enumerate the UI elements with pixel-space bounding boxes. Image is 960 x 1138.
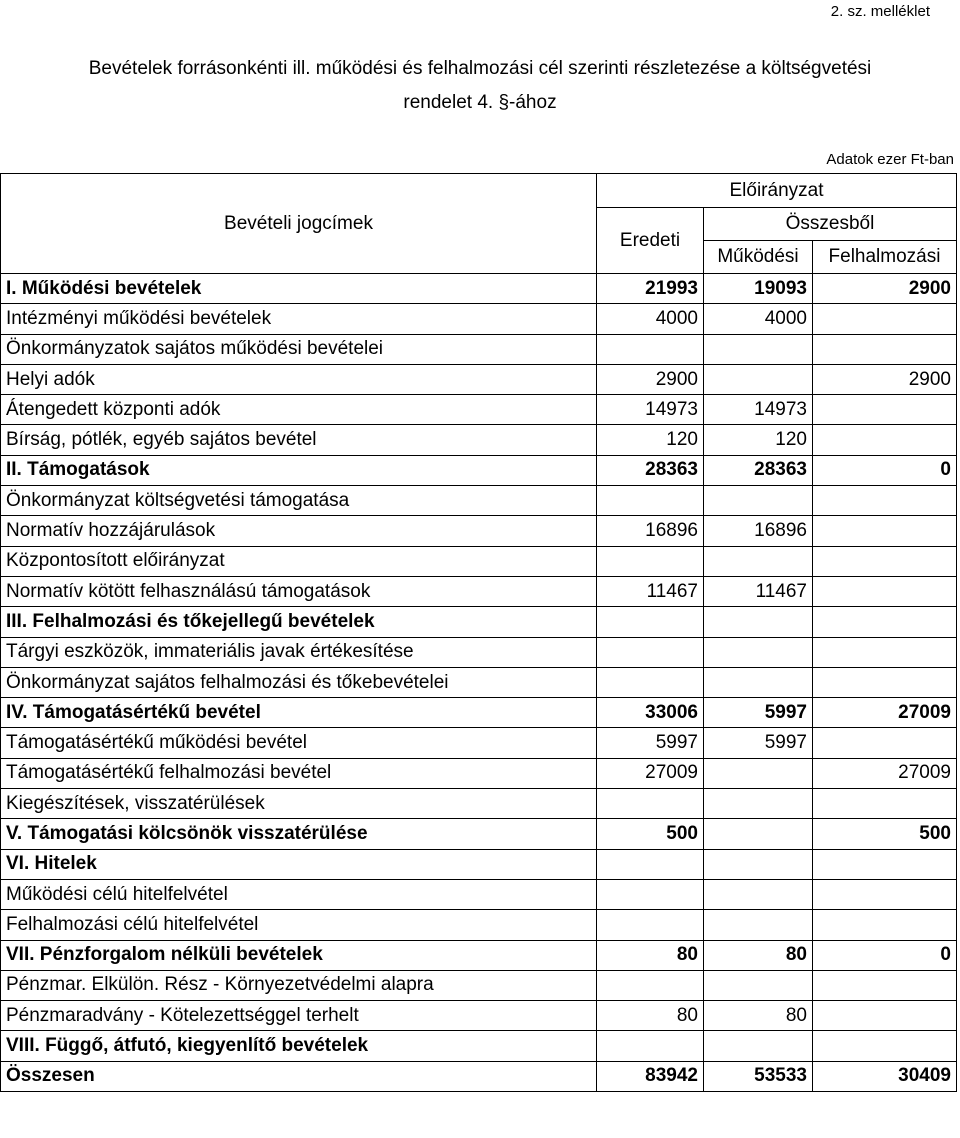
row-label: VIII. Függő, átfutó, kiegyenlítő bevételek — [1, 1031, 597, 1061]
cell-eredeti: 5997 — [597, 728, 704, 758]
cell-eredeti — [597, 334, 704, 364]
cell-mukodesi — [704, 910, 813, 940]
table-row — [1, 940, 957, 970]
cell-eredeti — [597, 789, 704, 819]
cell-mukodesi: 19093 — [704, 274, 813, 304]
cell-mukodesi — [704, 970, 813, 1000]
row-label: III. Felhalmozási és tőkejellegű bevételek — [1, 607, 597, 637]
table-row — [1, 516, 957, 546]
table-row — [1, 274, 957, 304]
title-line-2: rendelet 4. §-ához — [403, 92, 557, 113]
cell-felhalmozasi — [813, 334, 957, 364]
table-row — [1, 1031, 957, 1061]
header-accumulation: Felhalmozási — [813, 241, 957, 274]
cell-felhalmozasi — [813, 425, 957, 455]
cell-mukodesi — [704, 546, 813, 576]
table-row — [1, 849, 957, 879]
table-row — [1, 546, 957, 576]
cell-mukodesi: 16896 — [704, 516, 813, 546]
cell-mukodesi — [704, 849, 813, 879]
row-label: V. Támogatási kölcsönök visszatérülése — [1, 819, 597, 849]
cell-mukodesi — [704, 637, 813, 667]
document-title — [0, 52, 960, 120]
row-label: Átengedett központi adók — [1, 395, 597, 425]
row-label: VII. Pénzforgalom nélküli bevételek — [1, 940, 597, 970]
table-row — [1, 455, 957, 485]
table-row — [1, 334, 957, 364]
cell-mukodesi — [704, 364, 813, 394]
cell-felhalmozasi — [813, 728, 957, 758]
title-line-1: Bevételek forrásonkénti ill. működési és felhalmozási cél szerinti részletezése a költségvetési — [88, 58, 872, 79]
table-row — [1, 789, 957, 819]
header-original: Eredeti — [597, 208, 704, 274]
cell-eredeti: 16896 — [597, 516, 704, 546]
cell-felhalmozasi — [813, 970, 957, 1000]
table-row — [1, 698, 957, 728]
cell-mukodesi: 5997 — [704, 698, 813, 728]
cell-felhalmozasi — [813, 576, 957, 606]
cell-eredeti — [597, 879, 704, 909]
row-label: Normatív kötött felhasználású támogatások — [1, 576, 597, 606]
cell-felhalmozasi: 0 — [813, 940, 957, 970]
cell-felhalmozasi: 30409 — [813, 1061, 957, 1091]
table-row — [1, 970, 957, 1000]
header-appropriation: Előirányzat — [597, 174, 957, 208]
cell-mukodesi: 4000 — [704, 304, 813, 334]
cell-mukodesi: 28363 — [704, 455, 813, 485]
table-row — [1, 425, 957, 455]
cell-felhalmozasi — [813, 607, 957, 637]
row-label: I. Működési bevételek — [1, 274, 597, 304]
cell-eredeti — [597, 637, 704, 667]
cell-eredeti: 500 — [597, 819, 704, 849]
table-row — [1, 1001, 957, 1031]
table-row — [1, 758, 957, 788]
cell-felhalmozasi — [813, 879, 957, 909]
cell-felhalmozasi — [813, 789, 957, 819]
table-row — [1, 304, 957, 334]
cell-felhalmozasi — [813, 910, 957, 940]
row-label: Intézményi működési bevételek — [1, 304, 597, 334]
cell-eredeti — [597, 486, 704, 516]
cell-felhalmozasi: 27009 — [813, 698, 957, 728]
table-row — [1, 819, 957, 849]
cell-eredeti: 11467 — [597, 576, 704, 606]
annex-label: 2. sz. melléklet — [830, 3, 930, 20]
cell-eredeti — [597, 970, 704, 1000]
cell-mukodesi — [704, 607, 813, 637]
cell-eredeti: 28363 — [597, 455, 704, 485]
revenue-table — [0, 173, 957, 1092]
row-label: Pénzmaradvány - Kötelezettséggel terhelt — [1, 1001, 597, 1031]
cell-eredeti: 4000 — [597, 304, 704, 334]
table-row — [1, 728, 957, 758]
cell-eredeti — [597, 849, 704, 879]
cell-felhalmozasi — [813, 486, 957, 516]
row-label: Felhalmozási célú hitelfelvétel — [1, 910, 597, 940]
cell-eredeti: 2900 — [597, 364, 704, 394]
cell-eredeti: 14973 — [597, 395, 704, 425]
cell-mukodesi: 53533 — [704, 1061, 813, 1091]
row-label: Helyi adók — [1, 364, 597, 394]
cell-felhalmozasi — [813, 304, 957, 334]
table-row — [1, 637, 957, 667]
table-row — [1, 395, 957, 425]
table-row — [1, 910, 957, 940]
cell-mukodesi: 80 — [704, 940, 813, 970]
row-label: VI. Hitelek — [1, 849, 597, 879]
row-label: Kiegészítések, visszatérülések — [1, 789, 597, 819]
cell-eredeti: 33006 — [597, 698, 704, 728]
cell-felhalmozasi — [813, 395, 957, 425]
cell-felhalmozasi — [813, 546, 957, 576]
cell-eredeti: 27009 — [597, 758, 704, 788]
cell-eredeti: 80 — [597, 1001, 704, 1031]
header-operating: Működési — [704, 241, 813, 274]
cell-felhalmozasi: 2900 — [813, 364, 957, 394]
row-label: Összesen — [1, 1061, 597, 1091]
cell-eredeti — [597, 910, 704, 940]
cell-eredeti: 80 — [597, 940, 704, 970]
table-row — [1, 576, 957, 606]
cell-eredeti: 21993 — [597, 274, 704, 304]
row-label: Tárgyi eszközök, immateriális javak értékesítése — [1, 637, 597, 667]
cell-felhalmozasi: 27009 — [813, 758, 957, 788]
cell-mukodesi — [704, 789, 813, 819]
cell-mukodesi: 80 — [704, 1001, 813, 1031]
cell-felhalmozasi: 500 — [813, 819, 957, 849]
header-of-which: Összesből — [704, 208, 957, 241]
cell-eredeti: 120 — [597, 425, 704, 455]
table-body — [1, 274, 957, 1092]
cell-mukodesi — [704, 819, 813, 849]
cell-mukodesi — [704, 667, 813, 697]
table-row — [1, 364, 957, 394]
cell-mukodesi — [704, 1031, 813, 1061]
row-label: Bírság, pótlék, egyéb sajátos bevétel — [1, 425, 597, 455]
cell-mukodesi — [704, 879, 813, 909]
table-row — [1, 607, 957, 637]
row-label: Önkormányzatok sajátos működési bevételei — [1, 334, 597, 364]
table-row — [1, 667, 957, 697]
cell-eredeti — [597, 607, 704, 637]
cell-mukodesi — [704, 334, 813, 364]
row-label: II. Támogatások — [1, 455, 597, 485]
table-row — [1, 1061, 957, 1091]
cell-eredeti: 83942 — [597, 1061, 704, 1091]
row-label: Támogatásértékű működési bevétel — [1, 728, 597, 758]
cell-felhalmozasi — [813, 637, 957, 667]
cell-felhalmozasi: 2900 — [813, 274, 957, 304]
cell-mukodesi: 14973 — [704, 395, 813, 425]
cell-felhalmozasi — [813, 1031, 957, 1061]
row-label: Önkormányzat sajátos felhalmozási és tőkebevételei — [1, 667, 597, 697]
cell-mukodesi: 120 — [704, 425, 813, 455]
cell-eredeti — [597, 546, 704, 576]
row-label: IV. Támogatásértékű bevétel — [1, 698, 597, 728]
cell-felhalmozasi — [813, 667, 957, 697]
table-row — [1, 486, 957, 516]
cell-eredeti — [597, 667, 704, 697]
cell-felhalmozasi — [813, 1001, 957, 1031]
header-category: Bevételi jogcímek — [1, 174, 597, 274]
row-label: Önkormányzat költségvetési támogatása — [1, 486, 597, 516]
table-row — [1, 879, 957, 909]
row-label: Központosított előirányzat — [1, 546, 597, 576]
cell-mukodesi: 11467 — [704, 576, 813, 606]
row-label: Működési célú hitelfelvétel — [1, 879, 597, 909]
cell-mukodesi — [704, 758, 813, 788]
cell-mukodesi — [704, 486, 813, 516]
row-label: Normatív hozzájárulások — [1, 516, 597, 546]
row-label: Támogatásértékű felhalmozási bevétel — [1, 758, 597, 788]
cell-felhalmozasi — [813, 849, 957, 879]
row-label: Pénzmar. Elkülön. Rész - Környezetvédelmi alapra — [1, 970, 597, 1000]
cell-eredeti — [597, 1031, 704, 1061]
cell-felhalmozasi — [813, 516, 957, 546]
cell-felhalmozasi: 0 — [813, 455, 957, 485]
cell-mukodesi: 5997 — [704, 728, 813, 758]
unit-note: Adatok ezer Ft-ban — [826, 151, 954, 168]
